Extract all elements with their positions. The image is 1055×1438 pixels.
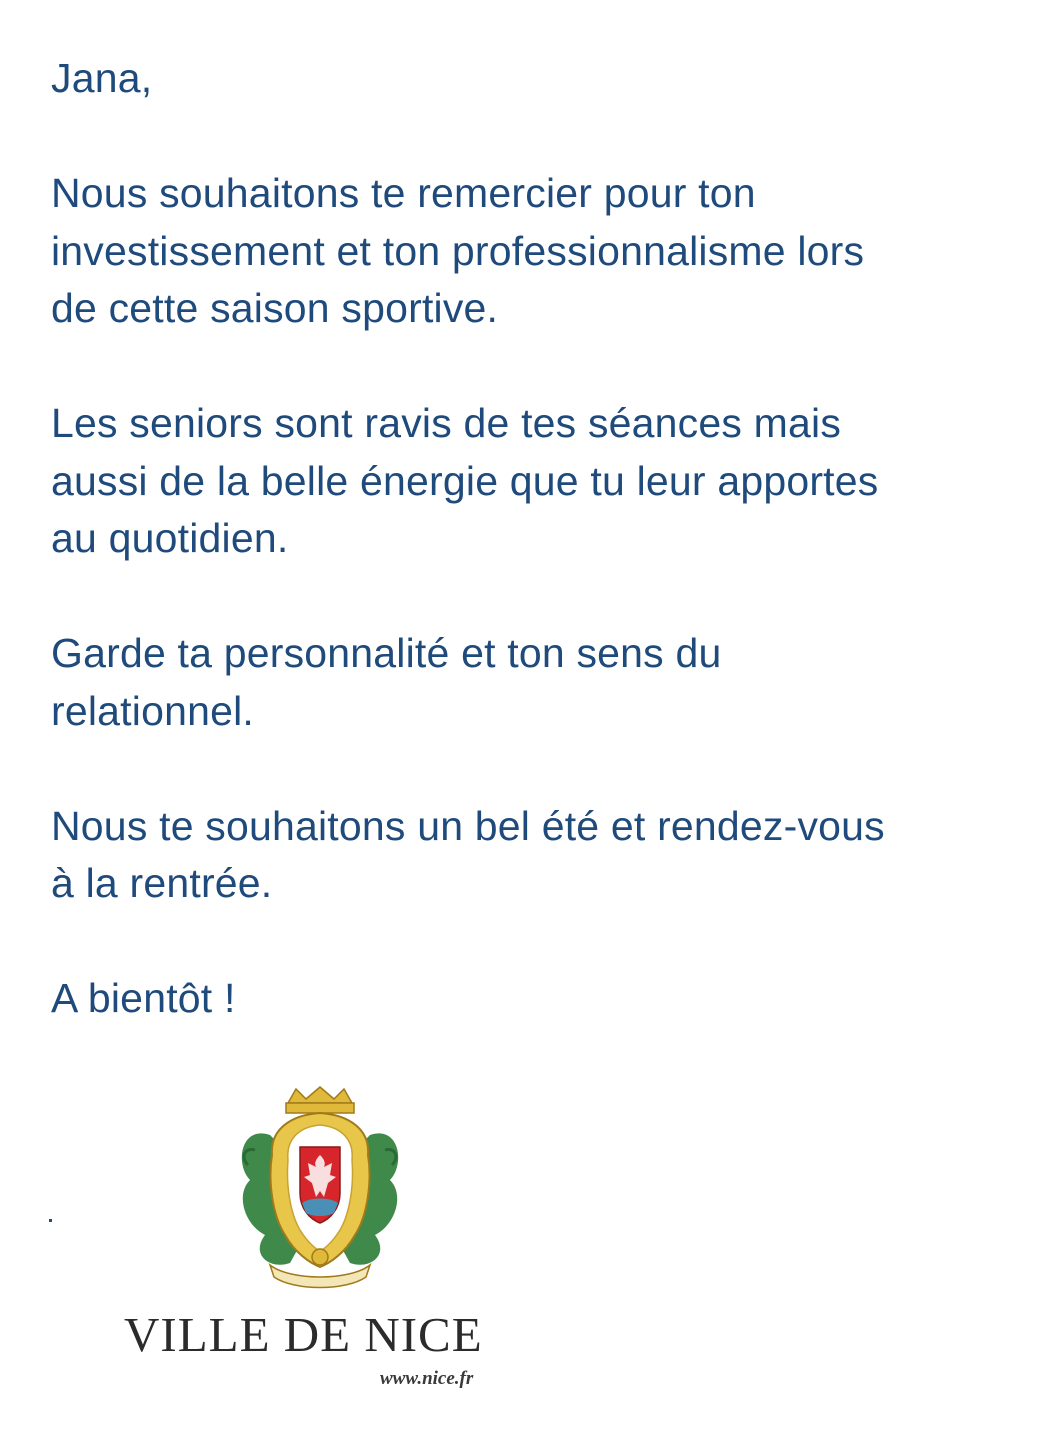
logo-url: www.nice.fr — [380, 1368, 474, 1389]
nice-coat-of-arms-icon — [230, 1085, 410, 1295]
message-body — [51, 50, 1031, 1028]
paragraph-personality: Garde ta personnalité et ton sens du relationnel. — [51, 630, 722, 734]
paragraph-seniors: Les seniors sont ravis de tes séances mais aussi de la belle énergie que tu leur apportes au quotidien. — [51, 400, 879, 561]
stray-dot — [49, 1219, 52, 1222]
paragraph-summer: Nous te souhaitons un bel été et rendez-vous à la rentrée. — [51, 802, 885, 906]
closing: A bientôt ! — [51, 975, 236, 1021]
paragraph-thanks: Nous souhaitons te remercier pour ton investissement et ton professionnalisme lors de cette saison sportive. — [51, 170, 865, 331]
greeting: Jana, — [51, 55, 153, 101]
logo-title: VILLE DE NICE — [124, 1307, 483, 1362]
